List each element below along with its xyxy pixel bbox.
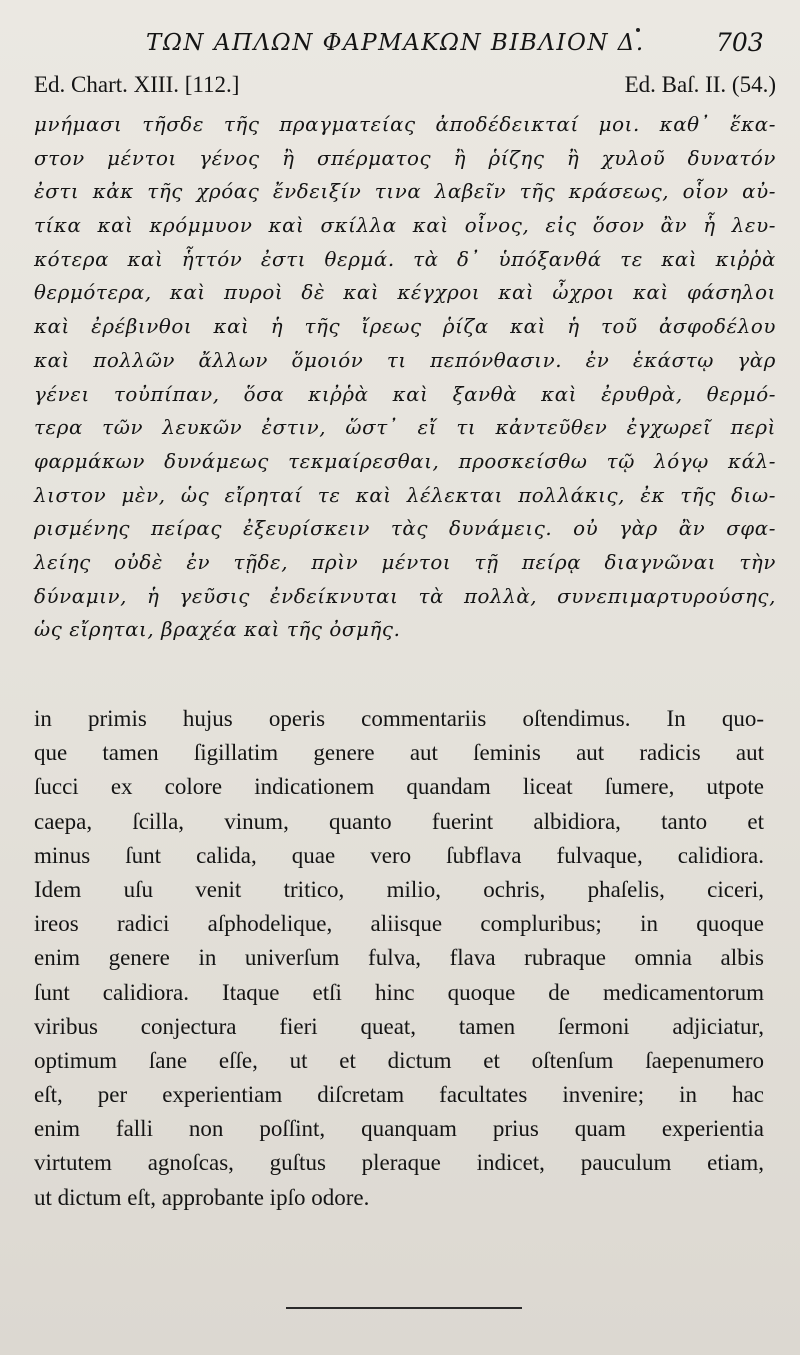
- greek-line: τίκα καὶ κρόμμυον καὶ σκίλλα καὶ οἶνος, εἰς ὅσον ἂν ἧ λευ-: [34, 214, 776, 238]
- running-title: ΤΩΝ ΑΠΛΩΝ ΦΑΡΜΑΚΩΝ ΒΙΒΛΙΟΝ Δ.: [146, 30, 645, 56]
- edition-basel-reference: Ed. Baſ. II. (54.): [624, 72, 776, 97]
- latin-line: ſunt calidiora. Itaque etſi hinc quoque de medicamentorum: [34, 979, 764, 1005]
- latin-line: in primis hujus operis commentariis oſtendimus. In quo-: [34, 706, 764, 731]
- page-number: 703: [716, 28, 764, 57]
- latin-line: viribus conjectura fieri queat, tamen ſermoni adjiciatur,: [34, 1013, 764, 1039]
- latin-line: minus ſunt calida, quae vero ſubflava fulvaque, calidiora.: [34, 842, 764, 868]
- greek-line: λιστον μὲν, ὡς εἴρηταί τε καὶ λέλεκται πολλάκις, ἐκ τῆς διω-: [34, 483, 776, 507]
- latin-line: Idem uſu venit tritico, milio, ochris, phaſelis, ciceri,: [34, 876, 764, 902]
- latin-line: ireos radici aſphodelique, aliisque compluribus; in quoque: [34, 911, 764, 937]
- latin-line: caepa, ſcilla, vinum, quanto fuerint albidiora, tanto et: [34, 808, 764, 834]
- latin-line: que tamen ſigillatim genere aut ſeminis aut radicis aut: [34, 740, 764, 766]
- greek-line: ἐστι κἀκ τῆς χρόας ἔνδειξίν τινα λαβεῖν τῆς κράσεως, οἷον αὐ-: [34, 180, 776, 204]
- latin-line: virtutem agnoſcas, guſtus pleraque indicet, pauculum etiam,: [34, 1150, 764, 1176]
- running-head: [0, 22, 800, 62]
- latin-line: optimum ſane eſſe, ut et dictum et oſtenſum ſaepenumero: [34, 1047, 764, 1073]
- greek-line: λείης οὐδὲ ἐν τῇδε, πρὶν μέντοι τῇ πείρᾳ διαγνῶναι τὴν: [34, 550, 776, 574]
- latin-line: enim genere in univerſum fulva, flava rubraque omnia albis: [34, 945, 764, 971]
- greek-line: καὶ ἐρέβινθοι καὶ ἡ τῆς ἴρεως ῥίζα καὶ ἡ τοῦ ἀσφοδέλου: [34, 315, 776, 339]
- footer-rule: [286, 1307, 522, 1309]
- latin-line: ſucci ex colore indicationem quandam liceat ſumere, utpote: [34, 774, 764, 800]
- greek-line: τερα τῶν λευκῶν ἐστιν, ὥστ᾽ εἴ τι κἀντεῦθεν ἐγχωρεῖ περὶ: [34, 416, 776, 440]
- greek-line: μνήμασι τῆσδε τῆς πραγματείας ἀποδέδεικταί μοι. καθ᾽ ἕκα-: [34, 113, 776, 136]
- greek-line: κότερα καὶ ἧττόν ἐστι θερμά. τὰ δ᾽ ὑπόξανθά τε καὶ κιῤῥὰ: [34, 247, 776, 271]
- edition-reference-line: [34, 72, 776, 108]
- greek-line: καὶ πολλῶν ἄλλων ὅμοιόν τι πεπόνθασιν. ἐν ἑκάστῳ γὰρ: [34, 348, 776, 372]
- greek-line: ὡς εἴρηται, βραχέα καὶ τῆς ὀσμῆς.: [34, 618, 401, 642]
- greek-text-block: [34, 108, 776, 647]
- latin-line: ut dictum eſt, approbante ipſo odore.: [34, 1184, 370, 1210]
- latin-line: enim falli non poſſint, quanquam prius quam experientia: [34, 1116, 764, 1142]
- greek-line: ρισμένης πείρας ἐξευρίσκειν τὰς δυνάμεις. οὐ γὰρ ἂν σφα-: [34, 517, 776, 541]
- latin-text-block: [34, 702, 764, 1215]
- greek-line: θερμότερα, καὶ πυροὶ δὲ καὶ κέγχροι καὶ ὦχροι καὶ φάσηλοι: [34, 281, 776, 305]
- greek-line: φαρμάκων δυνάμεως τεκμαίρεσθαι, προσκείσθω τῷ λόγῳ κάλ-: [34, 449, 776, 473]
- greek-line: στον μέντοι γένος ἢ σπέρματος ἢ ῥίζης ἢ χυλοῦ δυνατόν: [34, 146, 776, 170]
- latin-line: eſt, per experientiam diſcretam facultates invenire; in hac: [34, 1082, 764, 1108]
- greek-line: γένει τοὐπίπαν, ὅσα κιῤῥὰ καὶ ξανθὰ καὶ ἐρυθρὰ, θερμό-: [34, 382, 776, 406]
- greek-line: δύναμιν, ἡ γεῦσις ἐνδείκνυται τὰ πολλὰ, συνεπιμαρτυρούσης,: [34, 584, 776, 608]
- edition-chart-reference: Ed. Chart. XIII. [112.]: [34, 72, 240, 97]
